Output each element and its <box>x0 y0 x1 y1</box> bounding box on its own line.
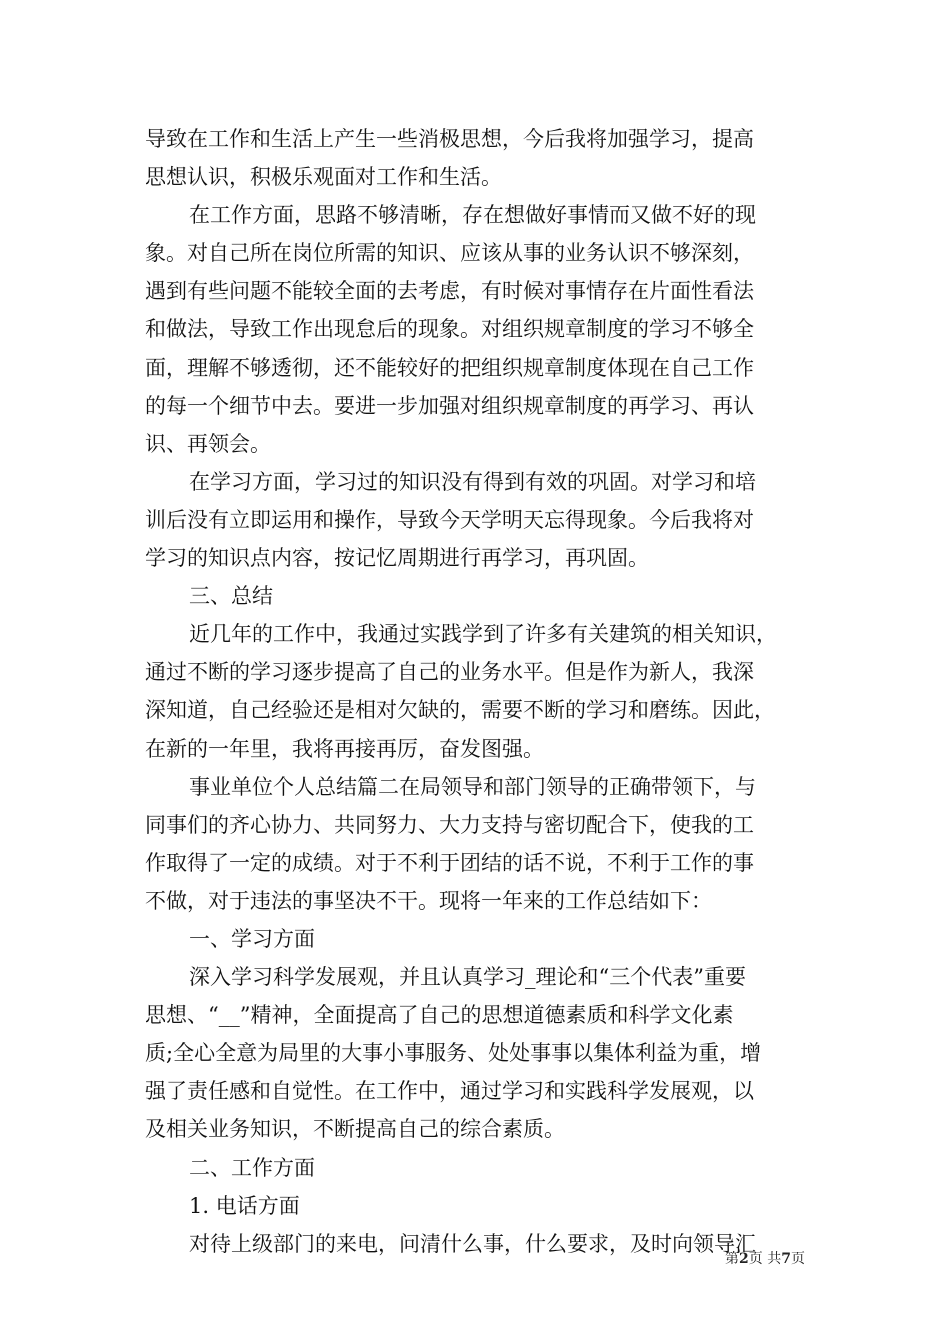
text-line: 和做法，导致工作出现怠后的现象。对组织规章制度的学习不够全 <box>145 317 754 342</box>
text-line: 不做，对于违法的事坚决不干。现将一年来的工作总结如下： <box>145 888 712 913</box>
footer-middle: 页 共 <box>748 1251 782 1267</box>
text-line: 思想认识，积极乐观面对工作和生活。 <box>145 165 502 190</box>
footer-suffix: 页 <box>791 1251 805 1267</box>
text-line: 在学习方面，学习过的知识没有得到有效的巩固。对学习和培 <box>189 469 756 494</box>
text-line: 学习的知识点内容，按记忆周期进行再学习，再巩固。 <box>145 546 649 571</box>
text-line: 对待上级部门的来电，问清什么事，什么要求，及时向领导汇 <box>189 1231 756 1256</box>
text-line: 深知道，自己经验还是相对欠缺的，需要不断的学习和磨练。因此， <box>145 698 775 723</box>
text-line: 1. 电话方面 <box>189 1193 300 1218</box>
text-line: 的每一个细节中去。要进一步加强对组织规章制度的再学习、再认 <box>145 393 754 418</box>
text-line: 遇到有些问题不能较全面的去考虑，有时候对事情存在片面性看法 <box>145 279 754 304</box>
text-line: 二、工作方面 <box>189 1155 315 1180</box>
text-line: 事业单位个人总结篇二在局领导和部门领导的正确带领下，与 <box>189 774 756 799</box>
text-line: 三、总结 <box>189 584 273 609</box>
text-line: 导致在工作和生活上产生一些消极思想，今后我将加强学习，提高 <box>145 127 754 151</box>
footer-prefix: 第 <box>725 1251 740 1267</box>
text-line: 在工作方面，思路不够清晰，存在想做好事情而又做不好的现 <box>189 203 756 228</box>
text-line: 深入学习科学发展观，并且认真学习_理论和“三个代表”重要 <box>189 965 746 990</box>
text-line: 同事们的齐心协力、共同努力、大力支持与密切配合下，使我的工 <box>145 812 754 837</box>
page-footer <box>725 1250 805 1268</box>
text-line: 及相关业务知识，不断提高自己的综合素质。 <box>145 1117 565 1142</box>
text-line: 近几年的工作中，我通过实践学到了许多有关建筑的相关知识， <box>189 622 777 647</box>
text-line: 在新的一年里，我将再接再厉，奋发图强。 <box>145 736 544 761</box>
text-line: 一、学习方面 <box>189 926 315 951</box>
document-body <box>145 120 809 1263</box>
text-line: 识、再领会。 <box>145 431 271 456</box>
text-line: 强了责任感和自觉性。在工作中，通过学习和实践科学发展观，以 <box>145 1079 754 1104</box>
footer-total-pages: 7 <box>781 1251 791 1267</box>
text-line: 质;全心全意为局里的大事小事服务、处处事事以集体利益为重，增 <box>145 1041 762 1066</box>
text-line: 通过不断的学习逐步提高了自己的业务水平。但是作为新人，我深 <box>145 660 754 685</box>
text-line: 思想、“__”精神，全面提高了自己的思想道德素质和科学文化素 <box>145 1003 734 1028</box>
text-line: 作取得了一定的成绩。对于不利于团结的话不说，不利于工作的事 <box>145 850 754 875</box>
text-line: 面，理解不够透彻，还不能较好的把组织规章制度体现在自己工作 <box>145 355 754 380</box>
text-line: 训后没有立即运用和操作，导致今天学明天忘得现象。今后我将对 <box>145 507 754 532</box>
footer-current-page: 2 <box>739 1251 749 1267</box>
text-line: 象。对自己所在岗位所需的知识、应该从事的业务认识不够深刻， <box>145 241 754 266</box>
